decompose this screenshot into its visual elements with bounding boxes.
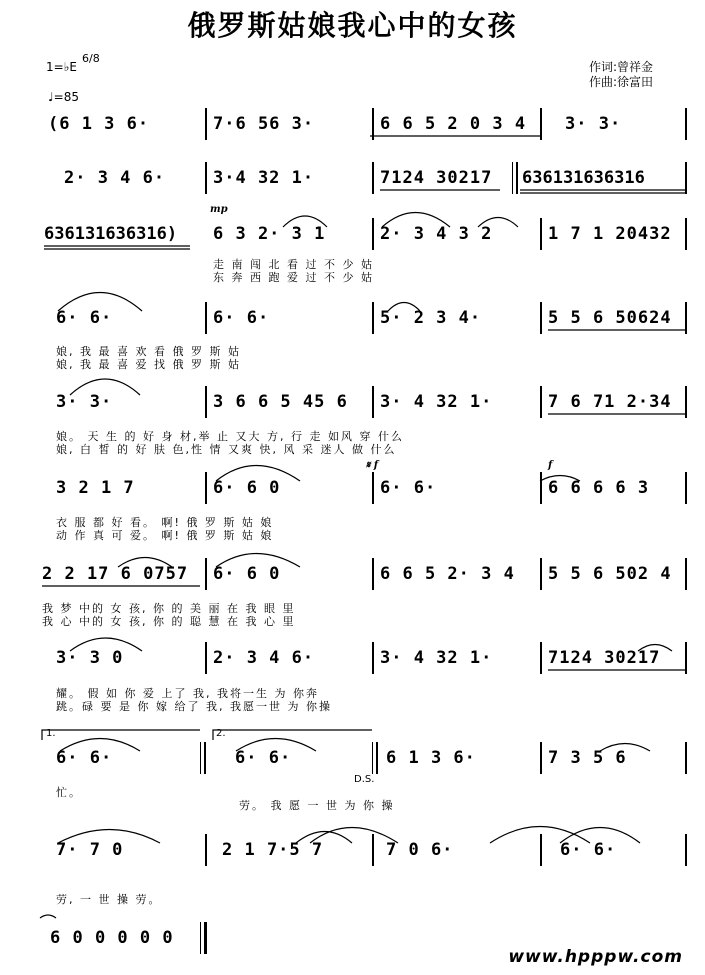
measure: 2· 3 4 6· bbox=[213, 648, 315, 668]
lyric-line: 衣 服 都 好 看。 啊! 俄 罗 斯 姑 娘 bbox=[56, 516, 274, 529]
measure: 5 5 6 50624 bbox=[548, 308, 672, 328]
lyric-line: 娘, 白 皙 的 好 肤 色,性 情 又爽 快, 风 采 迷人 做 什么 bbox=[56, 443, 397, 456]
lyric-line: 忙。 bbox=[56, 786, 82, 799]
slur bbox=[40, 915, 56, 918]
slur bbox=[118, 558, 172, 568]
segno-sharp-f-mark: 𝄋 f bbox=[366, 460, 379, 471]
lyric-line: 劳。 我 愿 一 世 为 你 操 bbox=[239, 799, 395, 812]
measure: 6 0 0 0 0 0 bbox=[50, 928, 174, 948]
time-signature: 6/8 bbox=[82, 52, 100, 65]
measure: 6 3 2· 3 1 bbox=[213, 224, 326, 244]
measure: 3 6 6 5 45 6 bbox=[213, 392, 348, 412]
measure: 7·6 56 3· bbox=[213, 114, 315, 134]
dynamic-mp: mp bbox=[210, 204, 228, 215]
measure: 3· 3· bbox=[56, 392, 113, 412]
measure: 636131636316 bbox=[522, 168, 645, 188]
slur bbox=[236, 739, 316, 752]
volta-2-bracket bbox=[213, 730, 372, 740]
measure: 6 6 5 2 0 3 4 bbox=[380, 114, 527, 134]
slur bbox=[310, 828, 398, 844]
measure: 3· 4 32 1· bbox=[380, 648, 493, 668]
site-watermark: www.hpppw.com bbox=[508, 947, 683, 967]
tempo-marking: ♩=85 bbox=[48, 90, 79, 104]
lyric-line: 东 奔 西 跑 爱 过 不 少 姑 bbox=[213, 271, 374, 284]
slur bbox=[296, 832, 352, 844]
volta-1-bracket bbox=[42, 730, 200, 740]
measure: 7124 30217 bbox=[380, 168, 493, 188]
slur bbox=[638, 645, 672, 652]
lyric-line: 娘, 我 最 喜 欢 看 俄 罗 斯 姑 bbox=[56, 345, 241, 358]
slur bbox=[283, 216, 327, 227]
measure: 6· 6 0 bbox=[213, 564, 281, 584]
page-title: 俄罗斯姑娘我心中的女孩 bbox=[187, 9, 518, 42]
lyric-line: 耀。 假 如 你 爱 上了 我, 我将一生 为 你奔 bbox=[56, 687, 319, 700]
lyric-line: 跳。碌 要 是 你 嫁 给了 我, 我愿一世 为 你操 bbox=[56, 700, 332, 713]
slur bbox=[600, 744, 650, 752]
ds-mark: D.S. bbox=[354, 774, 375, 785]
measure: 3· 4 32 1· bbox=[380, 392, 493, 412]
slur bbox=[560, 828, 640, 844]
volta-2-label: 2. bbox=[216, 728, 226, 739]
measure: 6· 6· bbox=[380, 478, 437, 498]
lyric-line: 我 梦 中的 女 孩, 你 的 美 丽 在 我 眼 里 bbox=[42, 602, 296, 615]
measure: 6 1 3 6· bbox=[386, 748, 476, 768]
composer-credit: 作曲:徐富田 bbox=[589, 75, 654, 89]
measure: 6· 6· bbox=[213, 308, 270, 328]
measure: 636131636316) bbox=[44, 224, 178, 244]
measure: 5 5 6 502 4 bbox=[548, 564, 672, 584]
lyric-line: 娘, 我 最 喜 爱 找 俄 罗 斯 姑 bbox=[56, 358, 241, 371]
lyric-line: 我 心 中的 女 孩, 你 的 聪 慧 在 我 心 里 bbox=[42, 615, 296, 628]
measure: 6 6 6 6 3 bbox=[548, 478, 650, 498]
slur bbox=[540, 476, 580, 482]
measure: 7 3 5 6 bbox=[548, 748, 627, 768]
lyricist-credit: 作词:曾祥金 bbox=[589, 60, 654, 74]
lyric-line: 劳, 一 世 操 劳。 bbox=[56, 893, 162, 906]
measure: 1 7 1 20432 bbox=[548, 224, 672, 244]
slur bbox=[216, 466, 300, 482]
measure: 2· 3 4 6· bbox=[64, 168, 166, 188]
slur bbox=[382, 213, 450, 228]
slur bbox=[388, 303, 420, 312]
key-signature: 1=♭E bbox=[46, 60, 77, 74]
slur bbox=[58, 830, 160, 844]
slur bbox=[70, 379, 140, 395]
measure: 6· 6· bbox=[235, 748, 292, 768]
slur bbox=[478, 218, 518, 228]
measure: 6· 6· bbox=[56, 748, 113, 768]
measure: 3· 3 0 bbox=[56, 648, 124, 668]
measure: 3· 3· bbox=[565, 114, 622, 134]
measure: 2· 3 4 3 2 bbox=[380, 224, 493, 244]
measure: 3·4 32 1· bbox=[213, 168, 315, 188]
measure: (6 1 3 6· bbox=[48, 114, 150, 134]
volta-1-label: 1. bbox=[46, 728, 56, 739]
slur bbox=[490, 827, 590, 844]
lyric-line: 动 作 真 可 爱。 啊! 俄 罗 斯 姑 娘 bbox=[56, 529, 274, 542]
slur bbox=[216, 554, 300, 568]
slur bbox=[60, 739, 140, 752]
measure: 7 0 6· bbox=[386, 840, 454, 860]
measure: 2 2 17 6 0757 bbox=[42, 564, 189, 584]
measure: 6· 6· bbox=[560, 840, 617, 860]
measure: 3 2 1 7 bbox=[56, 478, 135, 498]
measure: 7 6 71 2·34 bbox=[548, 392, 672, 412]
measure: 2 1 7·5 7 bbox=[222, 840, 324, 860]
measure: 6 6 5 2· 3 4 bbox=[380, 564, 515, 584]
measure: 7· 7 0 bbox=[56, 840, 124, 860]
measure: 7124 30217 bbox=[548, 648, 661, 668]
measure: 5· 2 3 4· bbox=[380, 308, 482, 328]
measure: 6· 6 0 bbox=[213, 478, 281, 498]
slur bbox=[70, 638, 142, 651]
measure: 6· 6· bbox=[56, 308, 113, 328]
lyric-line: 娘。 天 生 的 好 身 材,举 止 又大 方, 行 走 如风 穿 什么 bbox=[56, 430, 404, 443]
lyric-line: 走 南 闯 北 看 过 不 少 姑 bbox=[213, 258, 374, 271]
dynamic-f: f bbox=[548, 460, 553, 471]
slur bbox=[58, 293, 142, 312]
